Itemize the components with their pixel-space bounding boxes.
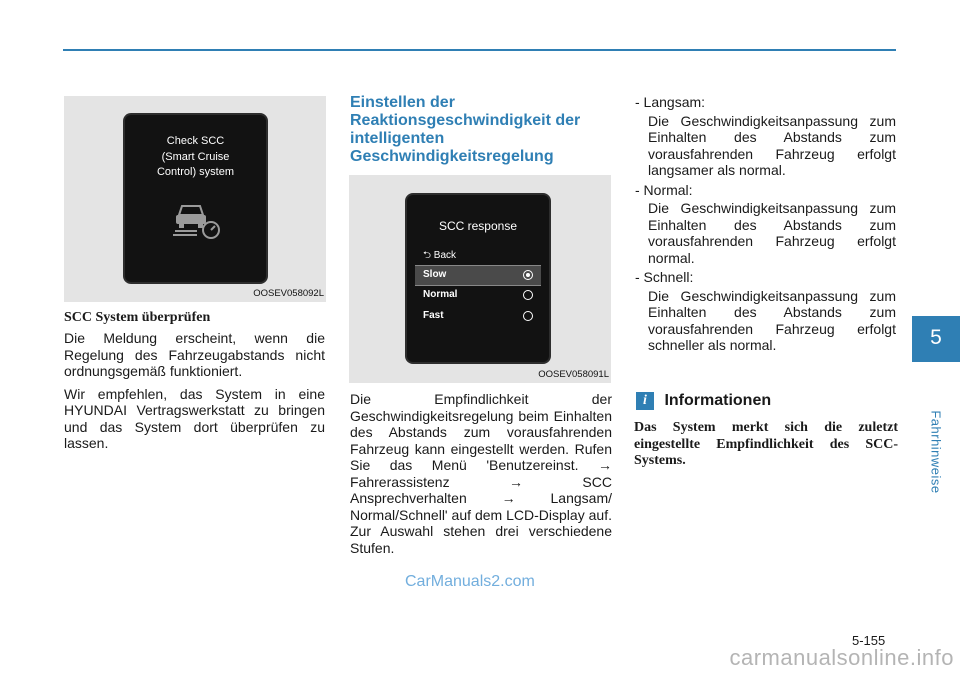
section-heading: SCC System überprüfen	[64, 310, 211, 325]
list-item-label: - Schnell:	[635, 269, 694, 285]
menu-option-fast	[415, 307, 541, 326]
display-message: Check SCC (Smart Cruise Control) system	[156, 135, 235, 178]
info-title: Informationen	[664, 392, 772, 409]
cluster-display	[125, 115, 266, 282]
figure-code: OOSEV058091L	[538, 369, 609, 380]
watermark-link[interactable]: CarManuals2.com	[405, 573, 535, 590]
section-response-text	[350, 391, 612, 562]
header-rule	[63, 49, 896, 51]
footer-watermark: carmanualsonline.info	[729, 645, 954, 670]
option-label: Fast	[423, 310, 444, 321]
list-item-text: Die Geschwindigkeitsanpassung zum Einhalten des Abstands zum vorausfahrenden Fahrzeug erfolgt normal.	[648, 200, 896, 266]
radio-selected-icon	[523, 270, 533, 280]
figure-code: OOSEV058092L	[253, 288, 324, 299]
section-scc-check	[64, 310, 325, 458]
info-text: Das System merkt sich die zuletzt eingestellte Empfindlichkeit des SCC-Systems.	[634, 420, 898, 469]
radio-icon	[523, 290, 533, 300]
paragraph: Die Empfindlichkeit der Geschwindigkeitsregelung beim Einhalten des Abstands zum vorausfahrenden Fahrzeug kann eingestellt werden. Rufen Sie das Menü 'Benutzereinst. → Fahrerassistenz → SCC Ansprechverhalten → Langsam/ Normal/Schnell' auf dem LCD-Display auf. Zur Auswahl stehen drei verschiedene Stufen.	[350, 391, 612, 556]
list-item-label: - Langsam:	[635, 94, 706, 110]
page-number: 5-155	[852, 633, 886, 648]
paragraph: Wir empfehlen, das System in eine HYUNDAI Vertragswerkstatt zu bringen und das System dort überprüfen zu lassen.	[64, 385, 325, 451]
figure-scc-response	[349, 175, 611, 383]
option-label: Normal	[423, 289, 458, 300]
list-item-label: - Normal:	[635, 181, 693, 198]
back-label: Back	[433, 250, 457, 261]
chapter-label: Fahrhinweise	[928, 410, 944, 494]
info-box	[636, 392, 898, 470]
chapter-number: 5	[930, 326, 942, 349]
back-arrow-icon: ⮌	[423, 250, 432, 261]
menu-option-normal	[415, 286, 541, 305]
response-levels-list	[634, 94, 896, 357]
list-item-text: Die Geschwindigkeitsanpassung zum Einhalten des Abstands zum vorausfahrenden Fahrzeug erfolgt schneller als normal.	[648, 287, 896, 353]
menu-back	[423, 248, 456, 265]
paragraph: Die Meldung erscheint, wenn die Regelung des Fahrzeugabstands nicht ordnungsgemäß funktioniert.	[64, 330, 325, 379]
radio-icon	[523, 311, 533, 321]
chapter-tab	[912, 316, 960, 362]
section-heading-response: Einstellen der Reaktionsgeschwindigkeit der intelligenten Geschwindigkeitsregelung	[350, 94, 581, 165]
menu-option-slow	[415, 265, 541, 286]
scc-warning-icon	[173, 201, 223, 239]
menu-title: SCC response	[438, 219, 518, 233]
list-item-text: Die Geschwindigkeitsanpassung zum Einhalten des Abstands zum vorausfahrenden Fahrzeug erfolgt langsamer als normal.	[648, 112, 896, 178]
option-label: Slow	[423, 269, 447, 280]
figure-check-scc	[64, 96, 326, 302]
cluster-display	[407, 195, 549, 362]
info-icon: i	[636, 392, 654, 410]
